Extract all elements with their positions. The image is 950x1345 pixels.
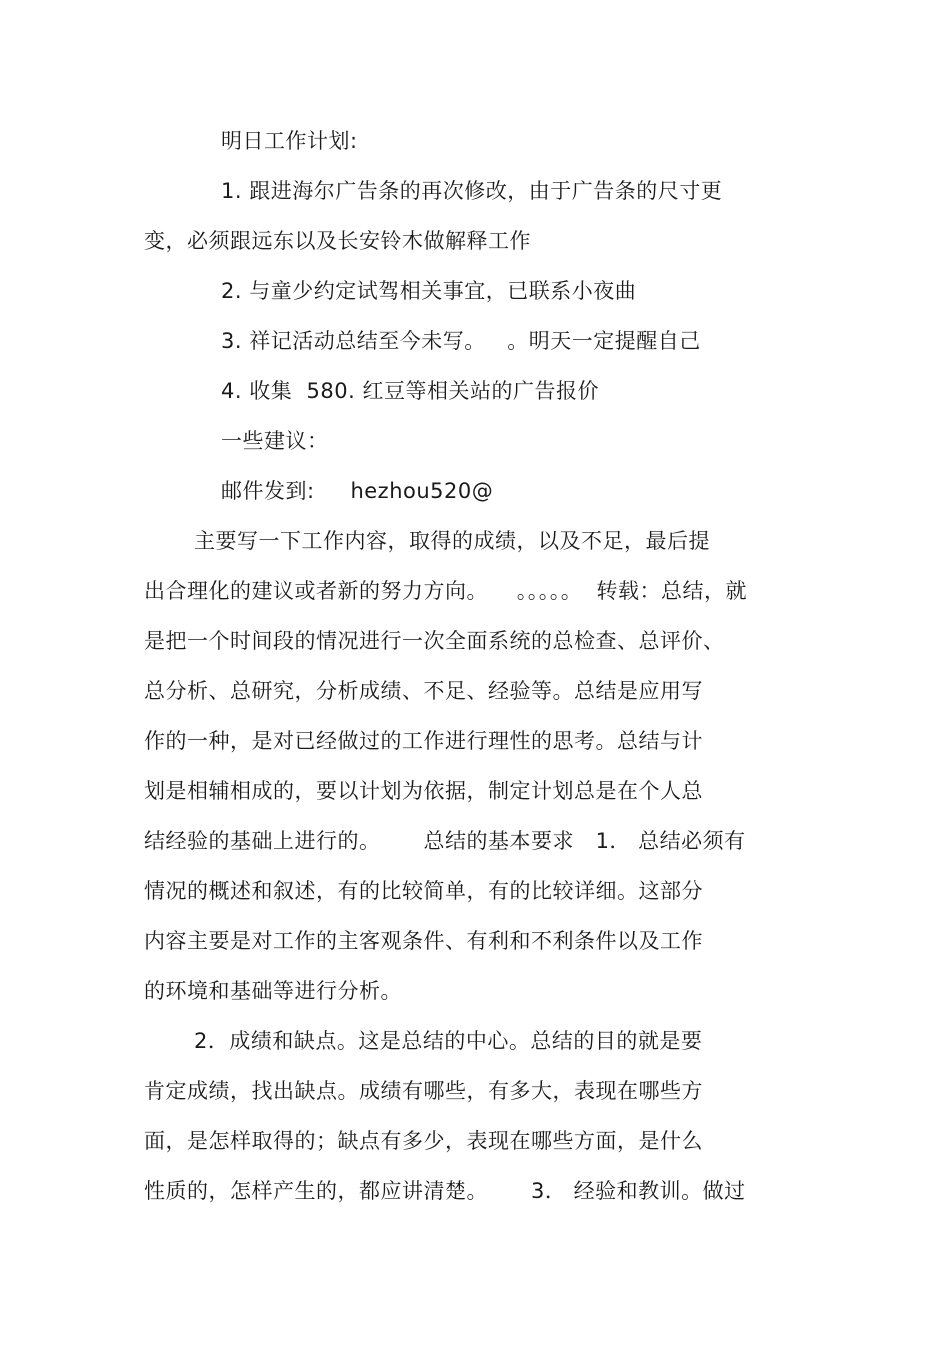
body-paragraph-line-8: 情况的概述和叙述，有的比较简单，有的比较详细。这部分 [144, 879, 703, 903]
body-paragraph-line-6: 划是相辅相成的，要以计划为依据，制定计划总是在个人总 [144, 779, 703, 803]
plan-item-2: 2. 与童少约定试驾相关事宜，已联系小夜曲 [221, 279, 637, 303]
suggestions-heading: 一些建议： [221, 429, 329, 453]
body-paragraph-line-4: 总分析、总研究，分析成绩、不足、经验等。总结是应用写 [144, 679, 703, 703]
plan-item-4: 4. 收集 580. 红豆等相关站的广告报价 [221, 379, 599, 403]
plan-item-3: 3. 祥记活动总结至今未写。 。明天一定提醒自己 [221, 329, 701, 353]
second-paragraph-line-4: 性质的，怎样产生的，都应讲清楚。 3． 经验和教训。做过 [144, 1179, 746, 1203]
email-line: 邮件发到: hezhou520@ [221, 479, 494, 503]
second-paragraph-line-1: 2．成绩和缺点。这是总结的中心。总结的目的就是要 [194, 1029, 703, 1053]
body-paragraph-line-5: 作的一种，是对已经做过的工作进行理性的思考。总结与计 [144, 729, 703, 753]
plan-item-1-line-1: 1. 跟进海尔广告条的再次修改，由于广告条的尺寸更 [221, 179, 723, 203]
body-paragraph-line-9: 内容主要是对工作的主客观条件、有利和不利条件以及工作 [144, 929, 703, 953]
body-paragraph-line-7: 结经验的基础上进行的。 总结的基本要求 1． 总结必须有 [144, 829, 746, 853]
body-paragraph-line-1: 主要写一下工作内容，取得的成绩，以及不足，最后提 [194, 529, 710, 553]
plan-heading: 明日工作计划: [221, 129, 358, 153]
plan-item-1-line-2: 变，必须跟远东以及长安铃木做解释工作 [144, 229, 531, 253]
second-paragraph-line-3: 面，是怎样取得的；缺点有多少，表现在哪些方面，是什么 [144, 1129, 703, 1153]
body-paragraph-line-3: 是把一个时间段的情况进行一次全面系统的总检查、总评价、 [144, 629, 725, 653]
second-paragraph-line-2: 肯定成绩，找出缺点。成绩有哪些，有多大，表现在哪些方 [144, 1079, 703, 1103]
body-paragraph-line-2: 出合理化的建议或者新的努力方向。 。。。。。 转载：总结，就 [144, 579, 748, 603]
body-paragraph-line-10: 的环境和基础等进行分析。 [144, 979, 402, 1003]
